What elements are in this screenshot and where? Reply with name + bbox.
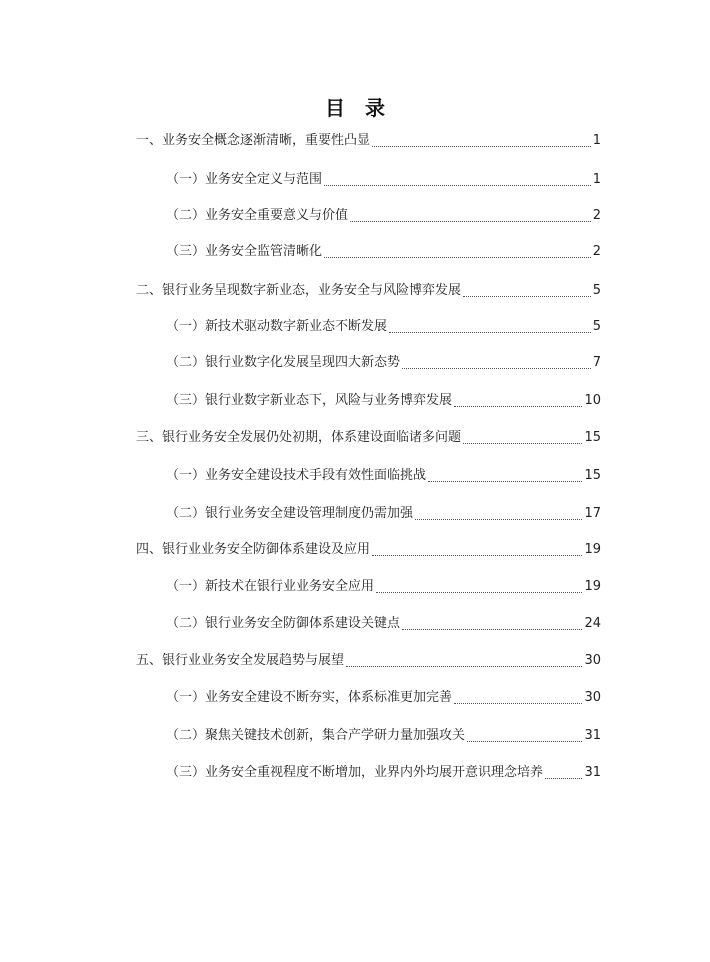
toc-entry-page: 31 <box>584 728 601 743</box>
toc-entry-page: 15 <box>584 430 601 445</box>
toc-entry-text: 三、银行业务安全发展仍处初期，体系建设面临诸多问题 <box>136 430 462 445</box>
title-char-1: 目 <box>325 96 345 120</box>
toc-entry-text: （一）业务安全建设技术手段有效性面临挑战 <box>166 468 427 483</box>
dot-leader <box>402 367 591 369</box>
toc-entry-section-2-1[interactable] <box>166 317 601 337</box>
toc-entry-chapter-3[interactable] <box>136 428 601 448</box>
toc-entry-page: 30 <box>584 690 601 705</box>
toc-entry-text: （二）业务安全重要意义与价值 <box>166 208 349 223</box>
toc-entry-text: 五、银行业业务安全发展趋势与展望 <box>136 653 345 668</box>
toc-entry-text: （二）银行业数字化发展呈现四大新态势 <box>166 355 401 370</box>
toc-entry-text: （三）业务安全重视程度不断增加，业界内外均展开意识理念培养 <box>166 765 544 780</box>
toc-entry-section-5-3[interactable] <box>166 763 601 783</box>
toc-entry-page: 5 <box>592 319 601 334</box>
dot-leader <box>376 591 582 593</box>
toc-entry-page: 30 <box>584 653 601 668</box>
dot-leader <box>454 405 582 407</box>
toc-entry-chapter-5[interactable] <box>136 651 601 671</box>
toc-entry-page: 24 <box>584 616 601 631</box>
page-title <box>0 92 710 121</box>
toc-entry-text: （二）聚焦关键技术创新，集合产学研力量加强攻关 <box>166 728 466 743</box>
dot-leader <box>350 220 591 222</box>
toc-entry-text: （二）银行业务安全防御体系建设关键点 <box>166 616 401 631</box>
toc-entry-section-1-2[interactable] <box>166 206 601 226</box>
dot-leader <box>389 331 591 333</box>
toc-entry-text: （一）业务安全建设不断夯实，体系标准更加完善 <box>166 690 453 705</box>
dot-leader <box>467 740 582 742</box>
toc-entry-section-5-2[interactable] <box>166 726 601 746</box>
toc-entry-chapter-4[interactable] <box>136 540 601 560</box>
toc-entry-text: （一）新技术驱动数字新业态不断发展 <box>166 319 388 334</box>
toc-entry-text: （二）银行业务安全建设管理制度仍需加强 <box>166 506 414 521</box>
toc-entry-section-2-2[interactable] <box>166 353 601 373</box>
toc-entry-page: 7 <box>592 355 601 370</box>
toc-entry-page: 31 <box>584 765 601 780</box>
toc-entry-section-4-2[interactable] <box>166 614 601 634</box>
toc-entry-chapter-2[interactable] <box>136 281 601 301</box>
toc-entry-section-1-1[interactable] <box>166 170 601 190</box>
dot-leader <box>402 628 582 630</box>
dot-leader <box>545 777 582 779</box>
toc-entry-section-1-3[interactable] <box>166 242 601 262</box>
toc-entry-text: （三）银行业数字新业态下，风险与业务博弈发展 <box>166 393 453 408</box>
toc-entry-page: 19 <box>584 579 601 594</box>
toc-entry-page: 1 <box>592 172 601 187</box>
dot-leader <box>428 480 582 482</box>
toc-entry-page: 1 <box>592 133 601 148</box>
toc-entry-section-3-2[interactable] <box>166 504 601 524</box>
toc-entry-text: （一）业务安全定义与范围 <box>166 172 323 187</box>
dot-leader <box>463 295 591 297</box>
toc-entry-page: 2 <box>592 244 601 259</box>
toc-entry-page: 15 <box>584 468 601 483</box>
toc-entry-page: 2 <box>592 208 601 223</box>
title-char-2: 录 <box>365 96 385 120</box>
toc-entry-section-3-1[interactable] <box>166 466 601 486</box>
toc-entry-page: 10 <box>584 393 601 408</box>
toc-entry-text: （一）新技术在银行业业务安全应用 <box>166 579 375 594</box>
toc-entry-page: 19 <box>584 542 601 557</box>
toc-entry-text: 四、银行业业务安全防御体系建设及应用 <box>136 542 371 557</box>
dot-leader <box>454 702 582 704</box>
toc-entry-section-5-1[interactable] <box>166 688 601 708</box>
dot-leader <box>324 184 591 186</box>
toc-entry-page: 17 <box>584 506 601 521</box>
dot-leader <box>346 665 582 667</box>
toc-entry-chapter-1[interactable] <box>136 131 601 151</box>
toc-entry-page: 5 <box>592 283 601 298</box>
dot-leader <box>372 554 582 556</box>
toc-entry-section-4-1[interactable] <box>166 577 601 597</box>
toc-entry-text: 一、业务安全概念逐渐清晰，重要性凸显 <box>136 133 371 148</box>
toc-entry-section-2-3[interactable] <box>166 391 601 411</box>
dot-leader <box>372 145 591 147</box>
dot-leader <box>415 518 582 520</box>
toc-entry-text: 二、银行业务呈现数字新业态，业务安全与风险博弈发展 <box>136 283 462 298</box>
dot-leader <box>463 442 582 444</box>
toc-entry-text: （三）业务安全监管清晰化 <box>166 244 323 259</box>
dot-leader <box>324 256 591 258</box>
